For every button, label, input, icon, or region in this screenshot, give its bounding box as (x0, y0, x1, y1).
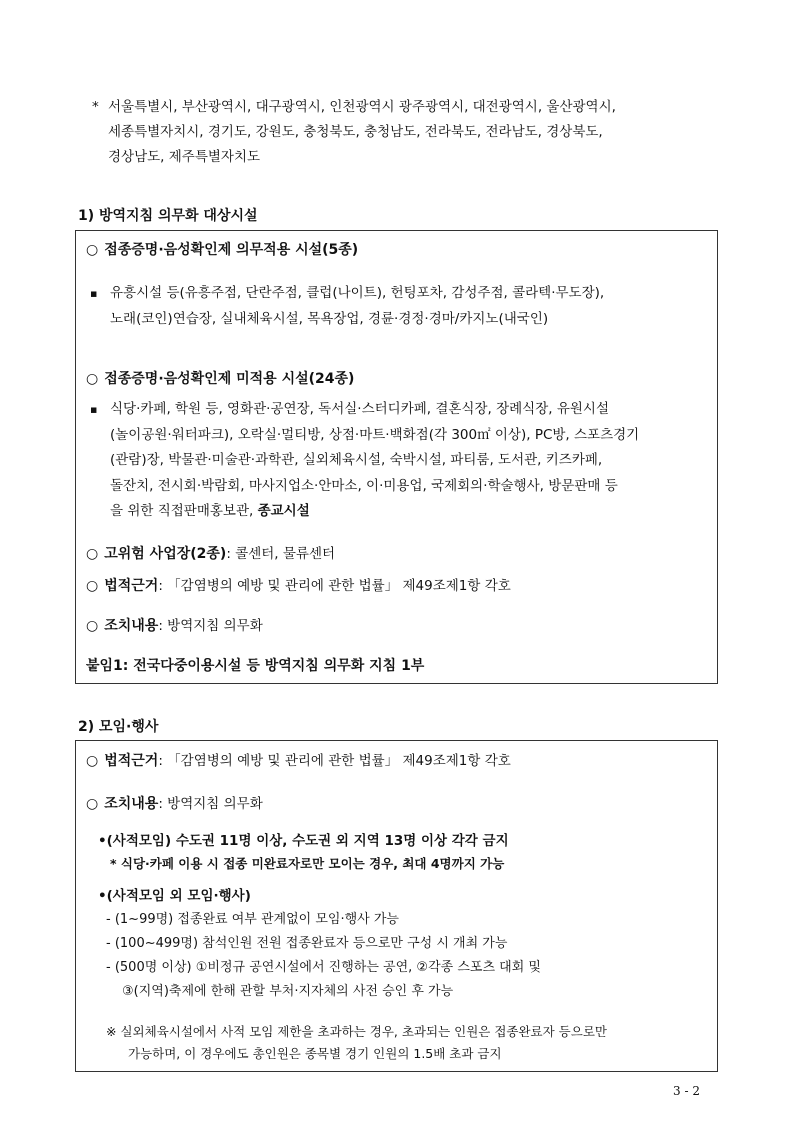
circle-bullet: ○ (86, 618, 99, 634)
high-risk-text: : 콜센터, 물류센터 (226, 546, 336, 562)
measures-row (86, 614, 263, 635)
events-row (98, 884, 251, 904)
vaccine-exempt-heading (86, 368, 354, 388)
list-line-last (110, 499, 710, 525)
section2-title: 2) 모임·행사 (78, 719, 159, 735)
legal-basis-title: 법적근거 (104, 753, 159, 769)
events-text: (100~499명) 참석인원 전원 접종완료자 등으로만 구성 시 개최 가능 (114, 936, 508, 951)
vaccine-required-title: 접종증명·음성확인제 의무적용 시설(5종) (104, 242, 359, 258)
events-item (106, 956, 716, 980)
list-text: 을 위한 직접판매홍보관, (110, 503, 254, 519)
high-risk-title: 고위험 사업장(2종) (104, 546, 227, 562)
circle-bullet: ○ (86, 753, 99, 769)
circle-bullet: ○ (86, 578, 99, 594)
events-item (106, 908, 716, 932)
measures-text: : 방역지침 의무화 (158, 618, 263, 634)
events-list (106, 908, 716, 1004)
vaccine-exempt-list (90, 397, 710, 525)
legal-basis-row (86, 574, 511, 595)
vaccine-exempt-title: 접종증명·음성확인제 미적용 시설(24종) (104, 371, 355, 387)
square-bullet: ▪ (90, 403, 98, 416)
dot-bullet: • (98, 833, 107, 849)
circle-bullet: ○ (86, 371, 99, 387)
attachment-note: 붙임1: 전국다중이용시설 등 방역지침 의무화 지침 1부 (86, 658, 425, 674)
dash-bullet: - (106, 936, 111, 951)
note-text: 실외체육시설에서 사적 모임 제한을 초과하는 경우, 초과되는 인원은 접종완료자 등으로만 (120, 1024, 607, 1039)
measures-title: 조치내용 (104, 618, 159, 634)
outdoor-note (106, 1021, 716, 1065)
region-footnote (92, 95, 732, 170)
vaccine-required-heading (86, 239, 358, 259)
events-text: (1~99명) 접종완료 여부 관계없이 모임·행사 가능 (114, 912, 399, 927)
list-line: 식당·카페, 학원 등, 영화관·공연장, 독서실·스터디카페, 결혼식장, 장례식장, 유원시설 (110, 401, 610, 417)
circle-bullet: ○ (86, 796, 99, 812)
events-title: (사적모임 외 모임·행사) (106, 888, 251, 904)
circle-bullet: ○ (86, 242, 99, 258)
note-line (106, 1021, 716, 1043)
page-number: 3 - 2 (673, 1084, 700, 1098)
events-item-cont: ③(지역)축제에 한해 관할 부처·지자체의 사전 승인 후 가능 (122, 984, 454, 999)
measures-text: : 방역지침 의무화 (158, 796, 263, 812)
legal-basis-text: : 「감염병의 예방 및 관리에 관한 법률」 제49조제1항 각호 (158, 753, 511, 769)
religious-facility-text: 종교시설 (257, 503, 310, 519)
note-line: 가능하며, 이 경우에도 총인원은 종목별 경기 인원의 1.5배 초과 금지 (128, 1046, 502, 1061)
dash-bullet: - (106, 960, 111, 975)
events-text: (500명 이상) ①비정규 공연시설에서 진행하는 공연, ②각종 스포츠 대회 및 (114, 960, 541, 975)
high-risk-row (86, 542, 335, 563)
footnote-line: 세종특별자치시, 경기도, 강원도, 충청북도, 충청남도, 전라북도, 전라남도, 경상북도, (108, 124, 603, 140)
circle-bullet: ○ (86, 546, 99, 562)
footnote-mark: * (92, 99, 99, 115)
square-bullet: ▪ (90, 287, 98, 300)
private-gathering-title: (사적모임) 수도권 11명 이상, 수도권 외 지역 13명 이상 각각 금지 (106, 833, 509, 849)
footnote-line: 서울특별시, 부산광역시, 대구광역시, 인천광역시 광주광역시, 대전광역시, 울산광역시, (108, 99, 616, 115)
events-item (106, 932, 716, 956)
list-line: (관람)장, 박물관·미술관·과학관, 실외체육시설, 숙박시설, 파티룸, 도서관, 키즈카페, (110, 452, 603, 468)
private-gathering-note: * 식당·카페 이용 시 접종 미완료자로만 모이는 경우, 최대 4명까지 가능 (110, 856, 505, 871)
list-line: (놀이공원·워터파크), 오락실·멀티방, 상점·마트·백화점(각 300㎡ 이상), PC방, 스포츠경기 (110, 426, 640, 443)
vaccine-required-list (90, 281, 710, 332)
footnote-line: 경상남도, 제주특별자치도 (108, 149, 261, 165)
legal-basis-title: 법적근거 (104, 578, 159, 594)
legal-basis-text: : 「감염병의 예방 및 관리에 관한 법률」 제49조제1항 각호 (158, 578, 511, 594)
section1-box (75, 230, 718, 684)
dash-bullet: - (106, 912, 111, 927)
list-line: 유흥시설 등(유흥주점, 단란주점, 클럽(나이트), 헌팅포차, 감성주점, 콜라텍·무도장), (110, 285, 605, 301)
private-gathering-row (98, 829, 509, 849)
note-mark: ※ (106, 1024, 117, 1039)
dot-bullet: • (98, 888, 107, 904)
measures-row (86, 792, 263, 813)
section1-title: 1) 방역지침 의무화 대상시설 (78, 208, 258, 224)
measures-title: 조치내용 (104, 796, 159, 812)
legal-basis-row (86, 749, 511, 770)
list-line: 노래(코인)연습장, 실내체육시설, 목욕장업, 경륜·경정·경마/카지노(내국인) (110, 310, 549, 327)
list-line: 돌잔치, 전시회·박람회, 마사지업소·안마소, 이·미용업, 국제회의·학술행사, 방문판매 등 (110, 477, 618, 494)
section2-box (75, 740, 718, 1072)
